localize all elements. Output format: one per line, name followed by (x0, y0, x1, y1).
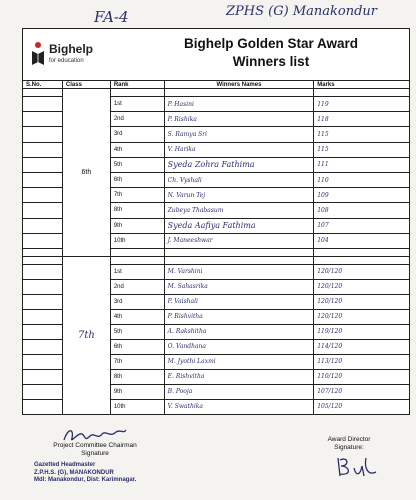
winner-name: P. Vaishali (164, 294, 314, 309)
marks-cell: 120/120 (314, 264, 410, 279)
col-class: Class (62, 81, 110, 89)
marks-cell: 107/120 (314, 384, 410, 399)
rank-cell: 7th (110, 188, 164, 203)
rank-cell: 9th (110, 218, 164, 233)
class-7th: 7th (62, 256, 110, 414)
winner-name: V. Swathika (164, 399, 314, 414)
rank-cell: 6th (110, 339, 164, 354)
logo-tagline: for education (49, 58, 84, 64)
marks-cell: 115 (314, 142, 410, 157)
winner-name: B. Pooja (164, 384, 314, 399)
handwritten-fa4-note: FA-4 (94, 8, 129, 26)
school-stamp (34, 462, 136, 485)
winner-name: Ch. Vyshali (164, 172, 314, 187)
winner-name: E. Rishvitha (164, 369, 314, 384)
winner-name: Syeda Zohra Fathima (164, 157, 314, 172)
rank-cell: 3rd (110, 127, 164, 142)
rank-cell: 4th (110, 309, 164, 324)
chairman-signature-label (30, 442, 160, 458)
winner-name: P. Rishvitha (164, 309, 314, 324)
director-title: Award Director (327, 436, 371, 443)
rank-cell: 3rd (110, 294, 164, 309)
marks-cell: 109 (314, 188, 410, 203)
director-signature (334, 454, 380, 480)
chairman-title: Project Committee Chairman (53, 442, 137, 449)
winner-name: Zubeya Thabasum (164, 203, 314, 218)
rank-cell: 1st (110, 97, 164, 112)
winner-name: A. Rakshitha (164, 324, 314, 339)
marks-cell: 110/120 (314, 369, 410, 384)
col-sno: S.No. (23, 81, 63, 89)
marks-cell: 104 (314, 233, 410, 248)
stamp-line: Z.P.H.S. (G), MANAKONDUR (34, 469, 114, 476)
handwritten-school-note: ZPHS (G) Manakondur (226, 4, 377, 19)
winner-name: S. Ramya Sri (164, 127, 314, 142)
logo-name: Bighelp (49, 42, 93, 56)
marks-cell: 108 (314, 203, 410, 218)
rank-cell: 10th (110, 233, 164, 248)
marks-cell: 111 (314, 157, 410, 172)
marks-cell: 119/120 (314, 324, 410, 339)
director-signature-label (318, 436, 380, 452)
chairman-signature-text: Signature (81, 450, 109, 457)
winner-name: O. Vandhana (164, 339, 314, 354)
marks-cell: 119 (314, 97, 410, 112)
col-rank: Rank (110, 81, 164, 89)
rank-cell: 10th (110, 399, 164, 414)
spacer-row (23, 256, 410, 264)
marks-cell: 105/120 (314, 399, 410, 414)
sheet-header (22, 28, 410, 80)
rank-cell: 2nd (110, 279, 164, 294)
marks-cell: 118 (314, 112, 410, 127)
winner-name: M. Varshini (164, 264, 314, 279)
stamp-line: Mdl: Manakondur, Dist: Karimnagar. (34, 477, 137, 483)
marks-cell: 114/120 (314, 339, 410, 354)
winners-table (22, 80, 410, 415)
marks-cell: 115 (314, 127, 410, 142)
title-line-2: Winners list (232, 54, 310, 69)
sheet-title (141, 35, 401, 71)
rank-cell: 4th (110, 142, 164, 157)
col-names: Winners Names (164, 81, 314, 89)
stamp-line: Gazetted Headmaster (34, 462, 96, 468)
marks-cell: 120/120 (314, 294, 410, 309)
rank-cell: 9th (110, 384, 164, 399)
winner-name: V. Harika (164, 142, 314, 157)
rank-cell: 5th (110, 324, 164, 339)
rank-cell: 2nd (110, 112, 164, 127)
marks-cell: 110 (314, 172, 410, 187)
winner-name: Syeda Aafiya Fathima (164, 218, 314, 233)
table-header-row (23, 81, 410, 89)
col-marks: Marks (314, 81, 410, 89)
winner-name: P. Rishika (164, 112, 314, 127)
rank-cell: 7th (110, 354, 164, 369)
winner-name: P. Hasini (164, 97, 314, 112)
marks-cell: 120/120 (314, 309, 410, 324)
winner-name: M. Sahasrika (164, 279, 314, 294)
class-6th: 6th (62, 89, 110, 257)
book-figure-icon (31, 41, 45, 67)
winner-name: J. Maneeshwar (164, 233, 314, 248)
winner-name: N. Varun Tej (164, 188, 314, 203)
title-line-1: Bighelp Golden Star Award (183, 36, 359, 51)
rank-cell: 1st (110, 264, 164, 279)
rank-cell: 8th (110, 203, 164, 218)
director-signature-text: Signature: (334, 444, 364, 451)
rank-cell: 6th (110, 172, 164, 187)
spacer-row (23, 89, 410, 97)
bighelp-logo (29, 39, 129, 73)
marks-cell: 113/120 (314, 354, 410, 369)
winner-name: M. Jyothi Laxmi (164, 354, 314, 369)
marks-cell: 107 (314, 218, 410, 233)
rank-cell: 5th (110, 157, 164, 172)
marks-cell: 120/120 (314, 279, 410, 294)
rank-cell: 8th (110, 369, 164, 384)
